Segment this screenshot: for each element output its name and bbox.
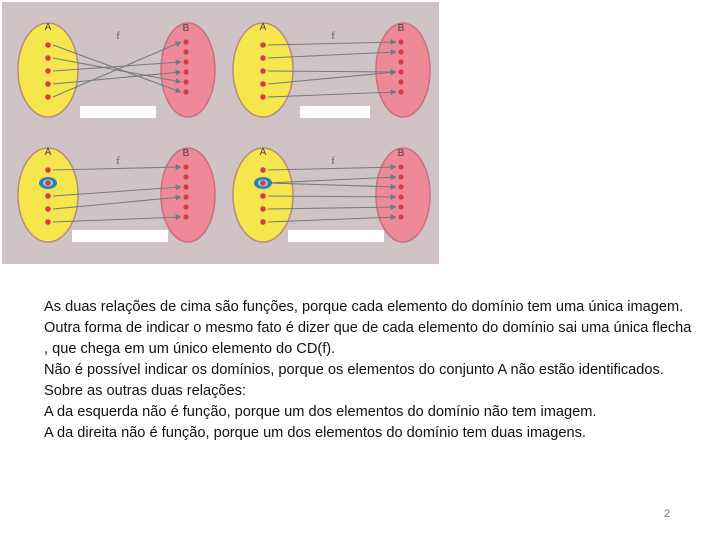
set-b-element	[183, 204, 188, 209]
set-b-element	[398, 174, 403, 179]
function-label: f	[116, 31, 120, 42]
set-b-element	[398, 39, 403, 44]
set-b-element	[398, 164, 403, 169]
blank-answer-box	[300, 106, 370, 118]
set-b-element	[183, 194, 188, 199]
set-b-element	[183, 39, 188, 44]
set-b-label: B	[182, 23, 190, 34]
set-a-element	[45, 42, 51, 48]
set-a-element	[260, 68, 266, 74]
caption-paragraph-2: Não é possível indicar os domínios, porque os elementos do conjunto A não estão identificados.	[44, 362, 664, 378]
set-a-element	[45, 81, 51, 87]
set-b-ellipse	[161, 148, 215, 242]
set-b-element	[398, 204, 403, 209]
function-label: f	[331, 156, 335, 167]
set-b-element	[183, 184, 188, 189]
set-a-label: A	[259, 22, 267, 33]
set-b-element	[398, 79, 403, 84]
set-b-element	[183, 59, 188, 64]
set-a-element	[260, 193, 266, 199]
set-b-element	[183, 79, 188, 84]
blank-answer-box	[72, 230, 168, 242]
explanation-text	[44, 297, 694, 444]
set-b-element	[398, 69, 403, 74]
set-b-element	[183, 49, 188, 54]
set-a-element	[260, 55, 266, 61]
set-b-element	[398, 184, 403, 189]
set-a-element	[260, 180, 266, 186]
caption-paragraph-5: A da direita não é função, porque um dos elementos do domínio tem duas imagens.	[44, 425, 586, 441]
set-a-element	[260, 219, 266, 225]
set-b-element	[398, 59, 403, 64]
set-b-element	[183, 89, 188, 94]
function-label: f	[116, 156, 120, 167]
set-a-element	[45, 219, 51, 225]
page-number: 2	[664, 508, 671, 520]
set-a-element	[260, 206, 266, 212]
set-a-element	[45, 167, 51, 173]
blank-answer-box	[288, 230, 384, 242]
set-a-element	[45, 68, 51, 74]
set-b-element	[183, 164, 188, 169]
set-a-element	[45, 94, 51, 100]
set-a-label: A	[259, 147, 267, 158]
set-a-element	[45, 206, 51, 212]
function-label: f	[331, 31, 335, 42]
set-a-element	[260, 42, 266, 48]
caption-paragraph-3: Sobre as outras duas relações:	[44, 383, 246, 399]
set-a-element	[260, 81, 266, 87]
set-a-element	[45, 193, 51, 199]
set-a-element	[260, 167, 266, 173]
function-diagrams-figure	[0, 0, 455, 268]
set-b-ellipse	[161, 23, 215, 117]
set-a-element	[260, 94, 266, 100]
set-b-label: B	[182, 148, 190, 159]
set-b-element	[398, 214, 403, 219]
set-a-label: A	[44, 22, 52, 33]
caption-paragraph-4: A da esquerda não é função, porque um dos elementos do domínio não tem imagem.	[44, 404, 597, 420]
set-b-element	[183, 69, 188, 74]
set-a-label: A	[44, 147, 52, 158]
set-a-element	[45, 180, 51, 186]
set-b-element	[183, 214, 188, 219]
set-b-label: B	[397, 148, 405, 159]
set-b-label: B	[397, 23, 405, 34]
set-b-element	[183, 174, 188, 179]
set-b-element	[398, 89, 403, 94]
caption-paragraph-1: As duas relações de cima são funções, porque cada elemento do domínio tem uma única imagem. Outra forma de indicar o mesmo fato é dizer que de cada elemento do domínio sai uma única flecha , que chega em um único elemento do CD(f).	[44, 299, 692, 357]
set-a-element	[45, 55, 51, 61]
set-b-ellipse	[376, 23, 430, 117]
set-b-element	[398, 194, 403, 199]
blank-answer-box	[80, 106, 156, 118]
set-b-ellipse	[376, 148, 430, 242]
set-b-element	[398, 49, 403, 54]
